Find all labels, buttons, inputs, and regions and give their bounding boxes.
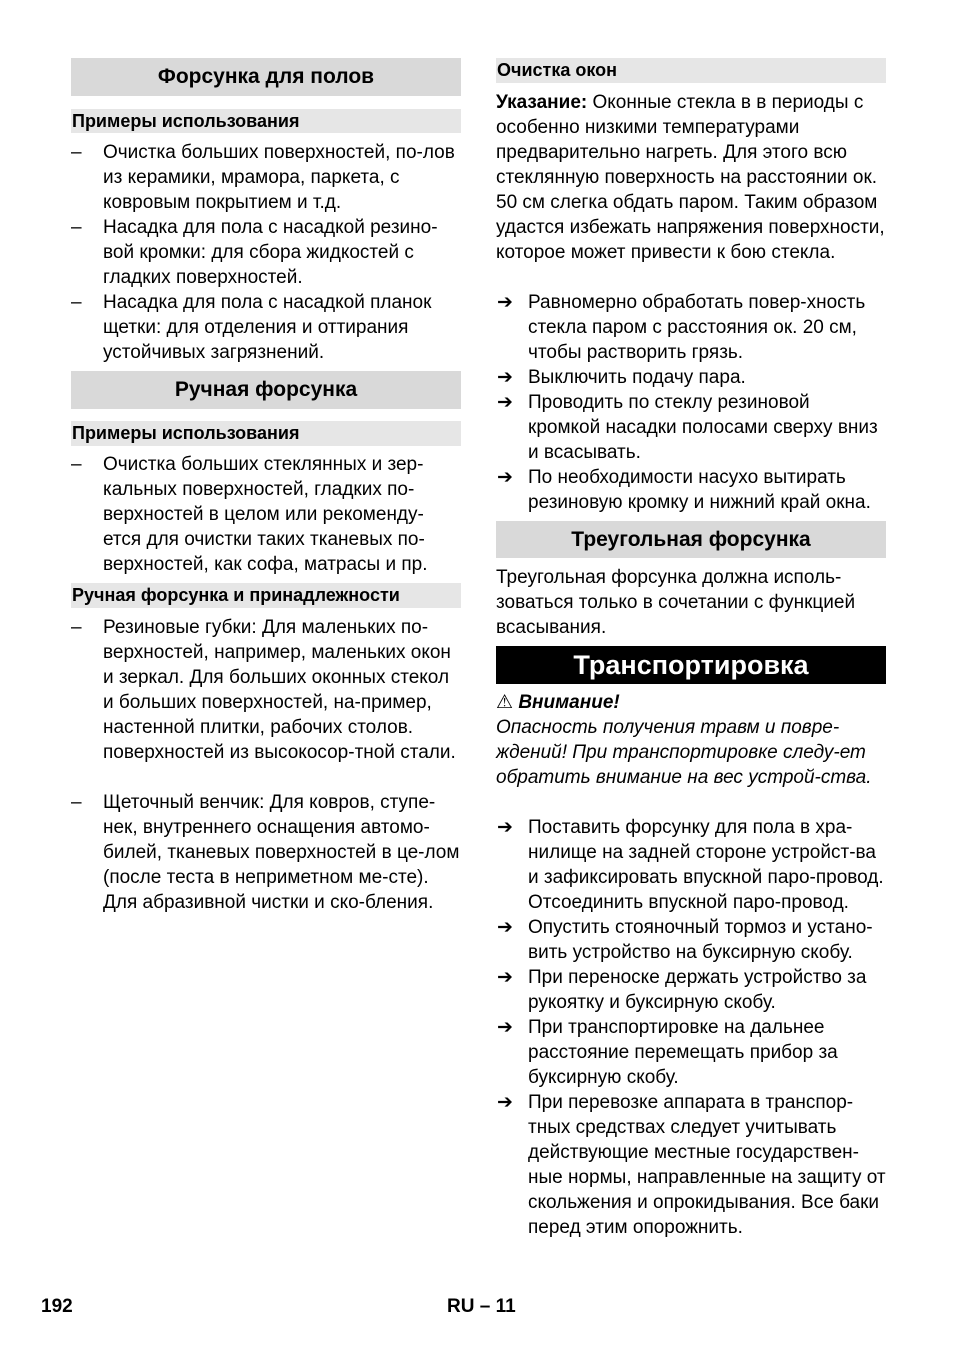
list-item: – Очистка больших поверхностей, по-лов из керамики, мрамора, паркета, с ковровым покрытием и т.д. [71,142,455,213]
list-item: – Щеточный венчик: Для ковров, ступе-нек, внутреннего оснащения автомо-билей, тканевых поверхностей в це-лом (после теста в неприметном ме-сте). Для абразивной чистки и ско-бления. [71,792,460,913]
arrow-right-icon: ➔ [497,917,513,938]
dash-marker: – [71,142,82,163]
accessories-list [71,615,461,915]
list-item: ➔ Поставить форсунку для пола в хра-нилище на задней стороне устройст-ва и зафиксировать впускной паро-провод. Отсоединить впускной паро-провод. [497,817,884,913]
window-steps [496,290,886,515]
dash-marker: – [71,617,82,638]
arrow-right-icon: ➔ [497,1092,513,1113]
list-item: ➔ При переноске держать устройство за рукоятку и буксирную скобу. [497,967,867,1013]
list-item: ➔ Выключить подачу пара. [497,367,746,388]
list-item: ➔ Равномерно обработать повер-хность стекла паром с расстояния ок. 20 см, чтобы растворить грязь. [497,292,866,363]
dash-marker: – [71,292,82,313]
page-section-label: RU – 11 [447,1296,516,1317]
list-item: – Насадка для пола с насадкой планок щетки: для отделения и оттирания устойчивых загрязнений. [71,292,432,363]
dash-marker: – [71,454,82,475]
list-item: – Насадка для пола с насадкой резино-вой кромки: для сбора жидкостей с гладких поверхностей. [71,217,438,288]
list-item: – Очистка больших стеклянных и зер-кальных поверхностей, гладких по-верхностей в целом или рекоменду-ется для очистки таких тканевых по-верхностей, как софа, матрасы и пр. [71,454,428,575]
warning-block [496,690,886,790]
arrow-right-icon: ➔ [497,467,513,488]
page-number: 192 [41,1296,73,1317]
arrow-right-icon: ➔ [497,967,513,988]
subheading-window-cleaning: Очистка окон [496,58,886,83]
note-text: Оконные стекла в в периоды с особенно низкими температурами предварительно нагреть. Для этого всю стеклянную поверхность на расстоянии ок. 50 см слегка обдать паром. Таким образом удастся избежать напряжения поверхности, которое может привести к бою стекла. [496,92,885,263]
dash-marker: – [71,217,82,238]
list-item: ➔ Проводить по стеклу резиновой кромкой насадки полосами сверху вниз и всасывать. [497,392,878,463]
subheading-accessories: Ручная форсунка и принадлежности [71,583,461,608]
list-item: – Резиновые губки: Для маленьких по-верхностей, например, маленьких окон и зеркал. Для больших оконных стекол и больших поверхностей, на-пример, настенной плитки, рабочих столов. поверхностей из высокосор-тной стали. [71,617,456,763]
list-item: ➔ При транспортировке на дальнее расстояние перемещать прибор за буксирную скобу. [497,1017,838,1088]
arrow-right-icon: ➔ [497,367,513,388]
examples-list-1 [71,140,461,365]
note-label: Указание: [496,92,588,113]
subheading-examples: Примеры использования [71,421,461,446]
heading-hand-nozzle: Ручная форсунка [71,371,461,409]
examples-list-2 [71,452,461,577]
heading-floor-nozzle: Форсунка для полов [71,58,461,96]
window-note [496,90,886,265]
arrow-right-icon: ➔ [497,292,513,313]
list-item: ➔ Опустить стояночный тормоз и устано-вить устройство на буксирную скобу. [497,917,873,963]
warning-text: Опасность получения травм и повре-ждений! При транспортировке следу-ет обратить внимание на вес устрой-ства. [496,717,872,788]
triangle-text: Треугольная форсунка должна исполь-зоваться только в сочетании с функцией всасывания. [496,567,856,638]
arrow-right-icon: ➔ [497,392,513,413]
heading-transport: Транспортировка [496,646,886,684]
warning-title: Внимание! [518,692,620,713]
list-item: ➔ При перевозке аппарата в транспор-тных средствах следует учитывать действующие местные государствен-ные нормы, направленные на защиту от скольжения и опрокидывания. Все баки перед этим опорожнить. [497,1092,886,1238]
arrow-right-icon: ➔ [497,817,513,838]
warning-icon: ⚠ [496,692,514,713]
subheading-examples: Примеры использования [71,109,461,133]
arrow-right-icon: ➔ [497,1017,513,1038]
heading-triangle-nozzle: Треугольная форсунка [496,521,886,558]
dash-marker: – [71,792,82,813]
transport-steps [496,815,886,1240]
list-item: ➔ По необходимости насухо вытирать резиновую кромку и нижний край окна. [497,467,871,513]
